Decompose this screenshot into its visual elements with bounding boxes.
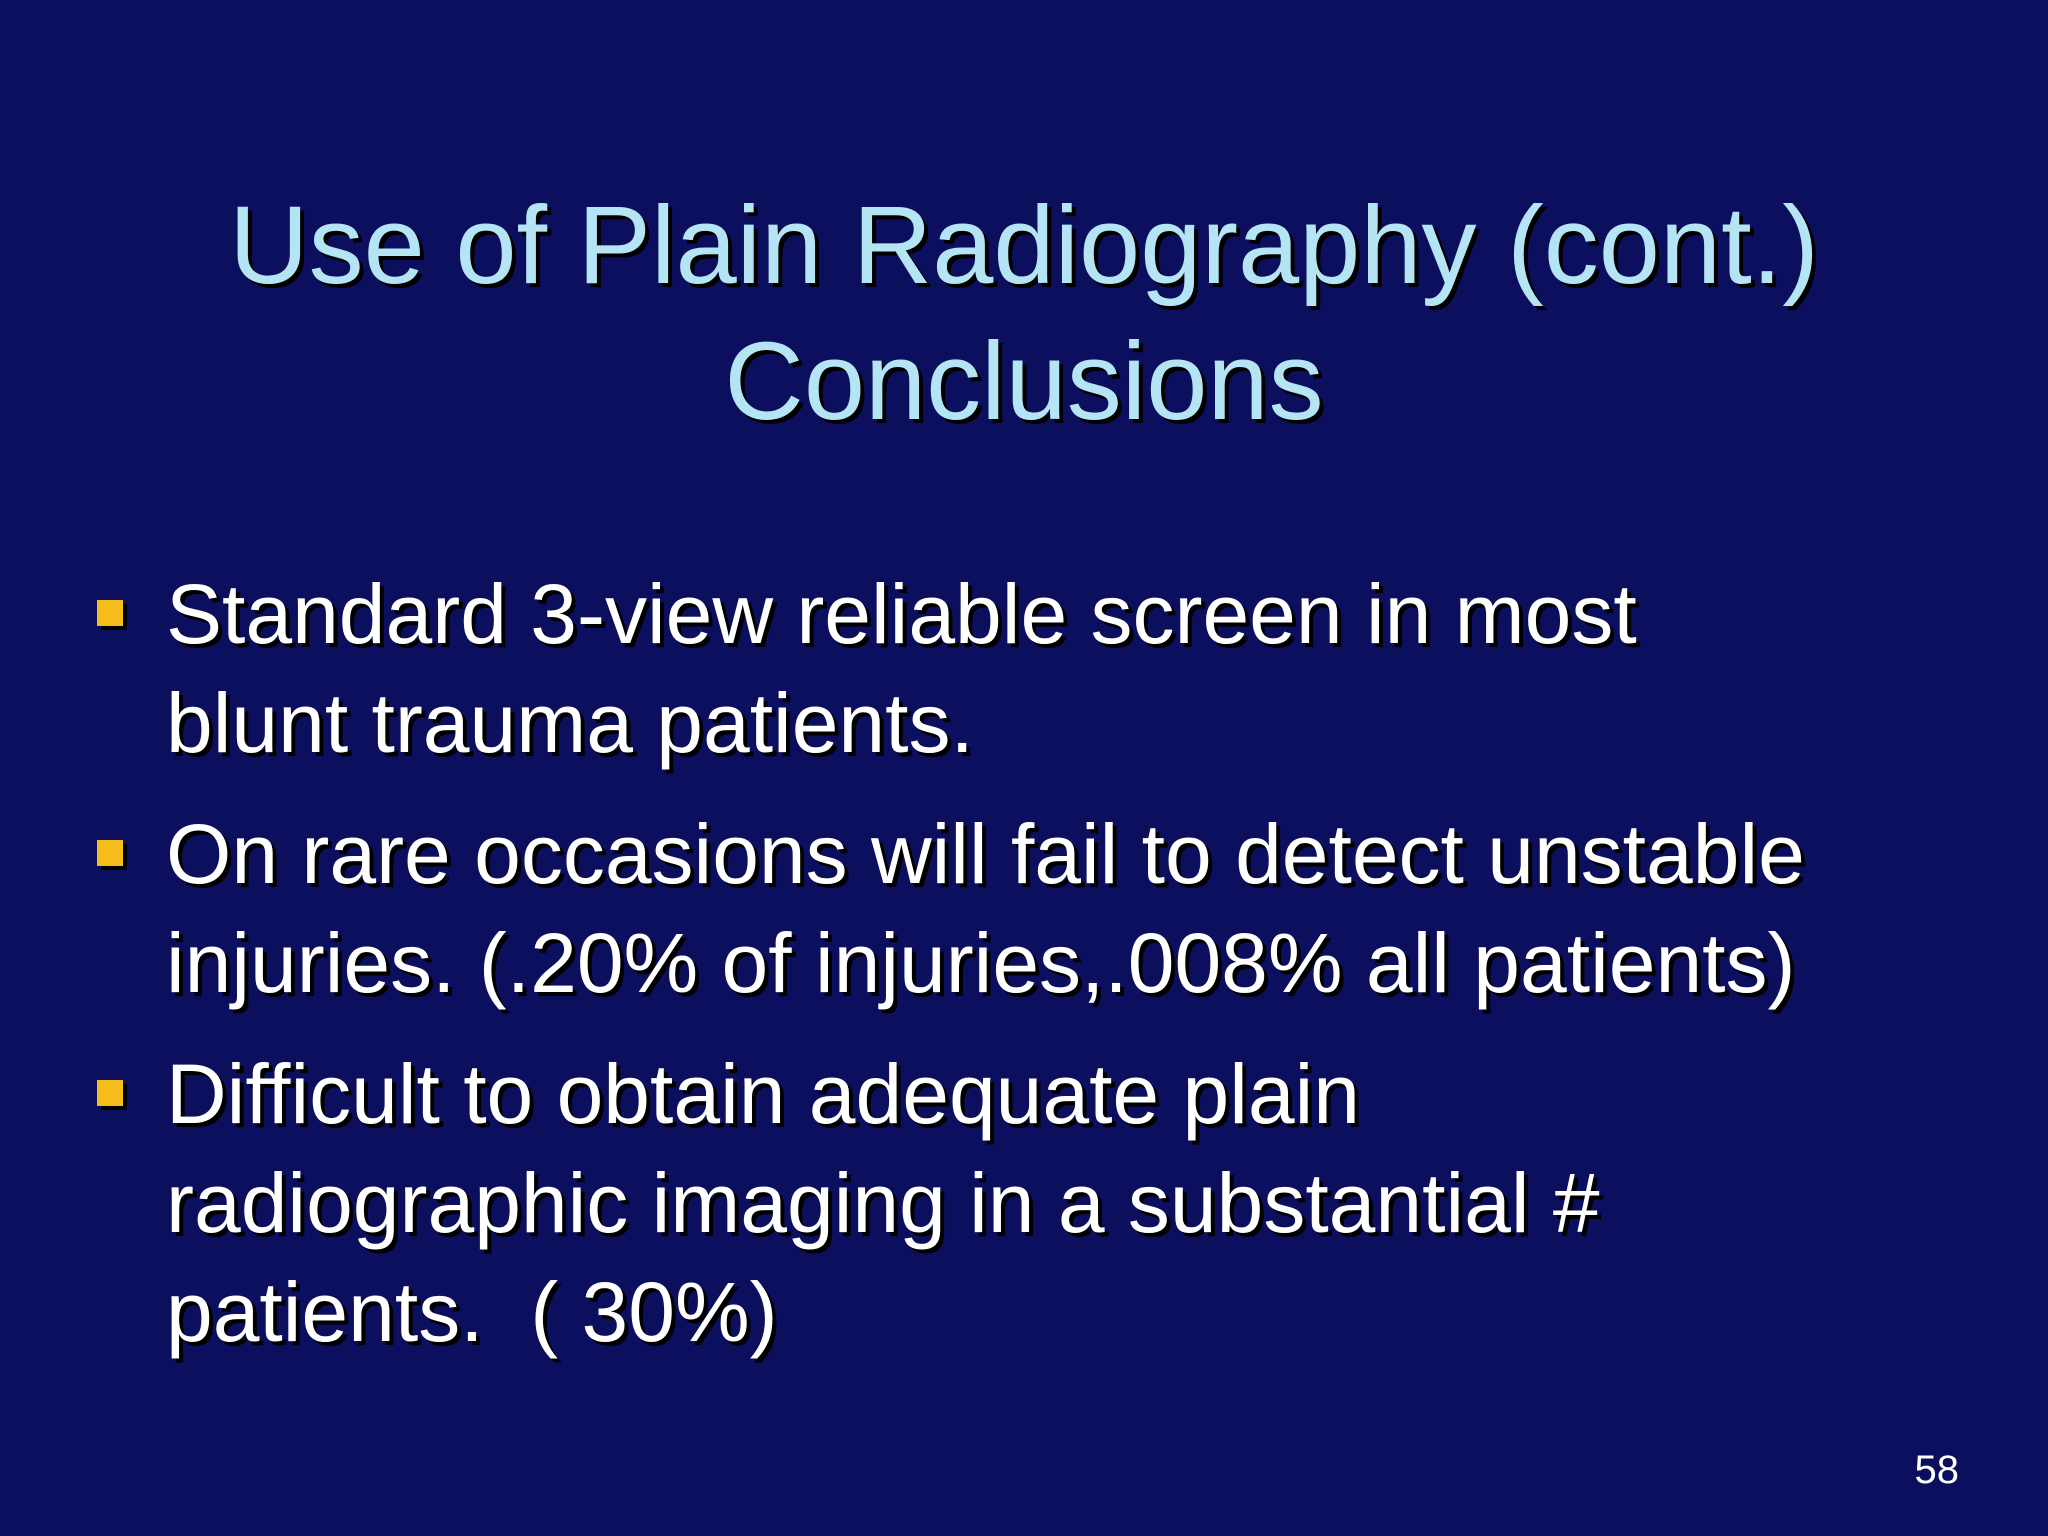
square-bullet-icon [97, 840, 123, 866]
bullet-item [0, 560, 2048, 778]
bullet-text-line: Difficult to obtain adequate plain [166, 1047, 1360, 1141]
bullet-text-line: Standard 3-view reliable screen in most [166, 567, 1637, 661]
square-bullet-icon [97, 1080, 123, 1106]
bullet-text-line: On rare occasions will fail to detect unstable [166, 807, 1805, 901]
bullet-list [0, 560, 2048, 1389]
bullet-item [0, 1040, 2048, 1367]
page-number: 58 [1914, 1448, 1959, 1492]
slide-title-line-1: Use of Plain Radiography (cont.) [229, 184, 1819, 307]
bullet-text-line: blunt trauma patients. [166, 676, 974, 770]
bullet-item [0, 800, 2048, 1018]
square-bullet-icon [97, 600, 123, 626]
bullet-text-line: patients. ( 30%) [166, 1265, 778, 1359]
bullet-text-line: injuries. (.20% of injuries,.008% all patients) [166, 916, 1796, 1010]
slide-title [0, 178, 2048, 450]
bullet-text-line: radiographic imaging in a substantial # [166, 1156, 1600, 1250]
slide-title-line-2: Conclusions [724, 320, 1324, 443]
